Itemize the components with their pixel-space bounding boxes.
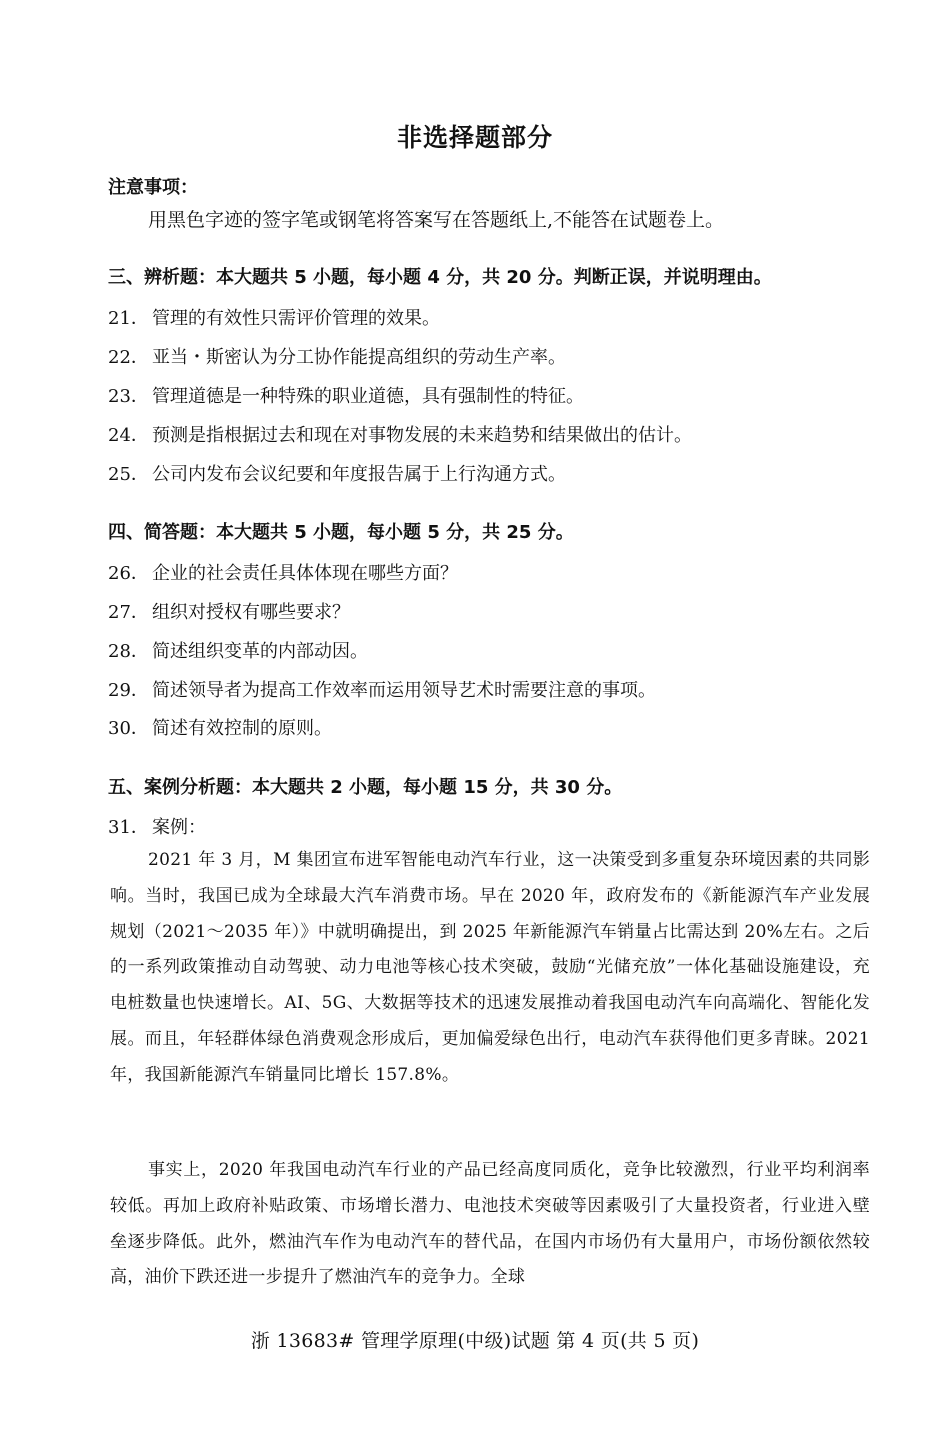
question-24 — [108, 421, 692, 447]
question-30 — [108, 714, 332, 740]
question-text: 简述领导者为提高工作效率而运用领导艺术时需要注意的事项。 — [152, 680, 656, 701]
question-number: 28． — [108, 641, 149, 662]
question-number: 31． — [108, 817, 149, 838]
case-paragraph-2: 事实上，2020 年我国电动汽车行业的产品已经高度同质化，竞争比较激烈，行业平均利润率较低。再加上政府补贴政策、市场增长潜力、电池技术突破等因素吸引了大量投资者，行业进入壁垒逐步降低。此外，燃油汽车作为电动汽车的替代品，在国内市场仍有大量用户，市场份额依然较高，油价下跌还进一步提升了燃油汽车的竞争力。全球 — [110, 1160, 870, 1288]
question-number: 21． — [108, 308, 149, 329]
question-29 — [108, 676, 656, 702]
question-number: 25． — [108, 464, 149, 485]
section4-heading: 四、简答题：本大题共 5 小题，每小题 5 分，共 25 分。 — [108, 522, 574, 543]
question-text: 组织对授权有哪些要求？ — [152, 602, 350, 623]
question-number: 30． — [108, 718, 149, 739]
question-23 — [108, 382, 584, 408]
question-number: 29． — [108, 680, 149, 701]
question-text: 案例： — [152, 817, 206, 838]
page-footer: 浙 13683# 管理学原理(中级)试题 第 4 页(共 5 页) — [250, 1330, 700, 1352]
question-31 — [108, 813, 206, 839]
section3-heading: 三、辨析题：本大题共 5 小题，每小题 4 分，共 20 分。判断正误，并说明理由。 — [108, 267, 772, 288]
question-22 — [108, 343, 566, 369]
question-number: 26． — [108, 563, 149, 584]
question-28 — [108, 637, 368, 663]
question-text: 企业的社会责任具体体现在哪些方面？ — [152, 563, 458, 584]
question-text: 公司内发布会议纪要和年度报告属于上行沟通方式。 — [152, 464, 566, 485]
question-number: 24． — [108, 425, 149, 446]
question-text: 简述组织变革的内部动因。 — [152, 641, 368, 662]
question-27 — [108, 598, 350, 624]
page-title: 非选择题部分 — [396, 123, 553, 152]
question-number: 23． — [108, 386, 149, 407]
question-text: 亚当・斯密认为分工协作能提高组织的劳动生产率。 — [152, 347, 566, 368]
question-25 — [108, 460, 566, 486]
notice-heading: 注意事项： — [108, 177, 198, 198]
question-number: 27． — [108, 602, 149, 623]
notice-text: 用黑色字迹的签字笔或钢笔将答案写在答题纸上,不能答在试题卷上。 — [148, 209, 725, 231]
section5-heading: 五、案例分析题：本大题共 2 小题，每小题 15 分，共 30 分。 — [108, 777, 623, 798]
question-number: 22． — [108, 347, 149, 368]
question-text: 管理的有效性只需评价管理的效果。 — [152, 308, 440, 329]
question-text: 预测是指根据过去和现在对事物发展的未来趋势和结果做出的估计。 — [152, 425, 692, 446]
question-text: 管理道德是一种特殊的职业道德，具有强制性的特征。 — [152, 386, 584, 407]
question-26 — [108, 559, 458, 585]
case-paragraph-1: 2021 年 3 月，M 集团宣布进军智能电动汽车行业，这一决策受到多重复杂环境因素的共同影响。当时，我国已成为全球最大汽车消费市场。早在 2020 年，政府发布的《新能源汽车产业发展规划（2021～2035 年）》中就明确提出，到 2025 年新能源汽车销量占比需达到 20%左右。之后的一系列政策推动自动驾驶、动力电池等核心技术突破，鼓励“光储充放”一体化基础设施建设，充电桩数量也快速增长。AI、5G、大数据等技术的迅速发展推动着我国电动汽车向高端化、智能化发展。而且，年轻群体绿色消费观念形成后，更加偏爱绿色出行，电动汽车获得他们更多青睐。2021 年，我国新能源汽车销量同比增长 157.8%。 — [110, 850, 870, 1085]
question-21 — [108, 304, 440, 330]
question-text: 简述有效控制的原则。 — [152, 718, 332, 739]
